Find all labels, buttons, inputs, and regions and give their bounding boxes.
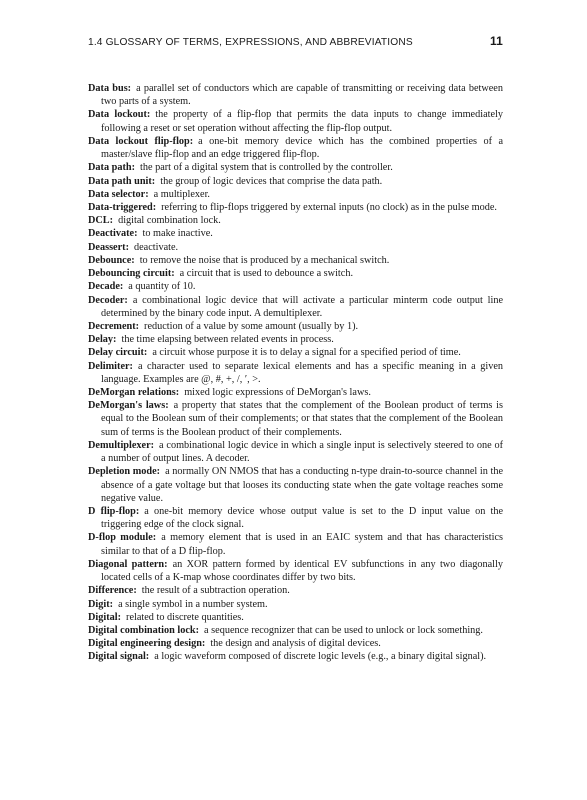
glossary-definition: a quantity of 10. bbox=[128, 281, 196, 293]
glossary-term: DeMorgan's laws: bbox=[88, 400, 169, 412]
glossary-definition: a combinational logic device in which a single input is selectively steered to one of a number of output lines. A decoder. bbox=[101, 439, 503, 465]
glossary-definition: a sequence recognizer that can be used to unlock or lock something. bbox=[204, 624, 483, 636]
glossary-term: DCL: bbox=[88, 215, 114, 227]
glossary-term: Decrement: bbox=[88, 320, 140, 332]
glossary-definition: reduction of a value by some amount (usually by 1). bbox=[144, 320, 359, 332]
glossary-definition: a circuit that is used to debounce a switch. bbox=[179, 268, 354, 280]
glossary-entry bbox=[88, 254, 503, 267]
glossary-term: Digital engineering design: bbox=[88, 638, 206, 650]
glossary-term: Digital signal: bbox=[88, 651, 150, 663]
glossary-entry bbox=[88, 505, 503, 531]
glossary-term: Data lockout flip-flop: bbox=[88, 135, 194, 147]
glossary-term: Delay circuit: bbox=[88, 347, 148, 359]
glossary-definition: the design and analysis of digital devices. bbox=[210, 638, 381, 650]
glossary-definition: the property of a flip-flop that permits the data inputs to change immediately following a reset or set operation without affecting the flip-flop output. bbox=[101, 109, 503, 134]
glossary-term: Digital: bbox=[88, 611, 122, 623]
glossary-definition: an XOR pattern formed by identical EV subfunctions in any two diagonally located cells of a K-map whose coordinates differ by two bits. bbox=[101, 558, 503, 584]
glossary-entry bbox=[88, 175, 503, 188]
glossary-term: Decade: bbox=[88, 281, 124, 293]
glossary-term: Digital combination lock: bbox=[88, 624, 200, 636]
glossary-entry bbox=[88, 320, 503, 333]
glossary-definition: a character used to separate lexical elements and has a specific meaning in a given language. Examples are @, #, +, /, ′, >. bbox=[101, 360, 503, 385]
glossary-entry bbox=[88, 135, 503, 161]
glossary-definition: a single symbol in a number system. bbox=[118, 598, 268, 610]
glossary-definition: a combinational logic device that will activate a particular minterm code output line determined by the binary code input. A demultiplexer. bbox=[101, 294, 503, 319]
glossary-entry bbox=[88, 531, 503, 557]
glossary-definition: the group of logic devices that comprise the data path. bbox=[160, 175, 383, 187]
glossary-entry bbox=[88, 227, 503, 240]
glossary-definition: a memory element that is used in an EAIC system and that has characteristics similar to that of a D flip-flop. bbox=[101, 532, 503, 557]
glossary-definition: a multiplexer. bbox=[153, 188, 210, 200]
glossary-term: Diagonal pattern: bbox=[88, 558, 168, 570]
glossary-entry bbox=[88, 637, 503, 650]
glossary-entry bbox=[88, 624, 503, 637]
glossary-definition: the time elapsing between related events in process. bbox=[121, 334, 334, 346]
glossary-entry bbox=[88, 214, 503, 227]
glossary-entry bbox=[88, 280, 503, 293]
glossary-entry bbox=[88, 386, 503, 399]
glossary-term: Demultiplexer: bbox=[88, 439, 155, 451]
glossary-term: Data lockout: bbox=[88, 109, 151, 121]
glossary-term: Decoder: bbox=[88, 294, 128, 306]
page-number: 11 bbox=[490, 34, 503, 48]
glossary-term: Difference: bbox=[88, 585, 137, 597]
glossary-term: Data path unit: bbox=[88, 175, 156, 187]
glossary-term: Digit: bbox=[88, 598, 114, 610]
glossary-term: Delay: bbox=[88, 334, 117, 346]
glossary-term: D-flop module: bbox=[88, 532, 157, 544]
glossary-term: Deactivate: bbox=[88, 228, 138, 240]
glossary-entry bbox=[88, 346, 503, 359]
glossary-definition: to make inactive. bbox=[142, 228, 213, 240]
glossary-definition: a one-bit memory device which has the combined properties of a master/slave flip-flop and an edge triggered flip-flop. bbox=[101, 135, 503, 161]
glossary-term: D flip-flop: bbox=[88, 506, 140, 517]
glossary-definition: a logic waveform composed of discrete logic levels (e.g., a binary digital signal). bbox=[154, 651, 487, 663]
glossary-term: DeMorgan relations: bbox=[88, 387, 180, 399]
glossary-entry bbox=[88, 241, 503, 254]
glossary-entry bbox=[88, 201, 503, 214]
glossary-definition: mixed logic expressions of DeMorgan's laws. bbox=[184, 387, 371, 399]
glossary-entry bbox=[88, 294, 503, 320]
glossary-term: Debouncing circuit: bbox=[88, 268, 175, 280]
glossary-entry bbox=[88, 399, 503, 439]
glossary-definition: deactivate. bbox=[133, 241, 179, 253]
glossary-entry bbox=[88, 161, 503, 174]
glossary-entry bbox=[88, 360, 503, 386]
glossary-entry bbox=[88, 598, 503, 611]
glossary-list bbox=[88, 82, 503, 664]
glossary-term: Data path: bbox=[88, 162, 135, 174]
glossary-term: Deassert: bbox=[88, 241, 129, 253]
glossary-definition: a property that states that the complement of the Boolean product of terms is equal to the Boolean sum of their complements; or that states that the complement of the Boolean sum of terms is the Boolean product of their complements. bbox=[101, 400, 503, 438]
glossary-term: Data bus: bbox=[88, 83, 132, 94]
glossary-entry bbox=[88, 333, 503, 346]
glossary-term: Delimiter: bbox=[88, 360, 133, 372]
glossary-entry bbox=[88, 611, 503, 624]
section-title: 1.4 GLOSSARY OF TERMS, EXPRESSIONS, AND ABBREVIATIONS bbox=[88, 37, 413, 48]
glossary-definition: the result of a subtraction operation. bbox=[141, 585, 290, 597]
glossary-definition: to remove the noise that is produced by a mechanical switch. bbox=[139, 254, 390, 266]
glossary-entry bbox=[88, 558, 503, 584]
glossary-definition: a one-bit memory device whose output value is set to the D input value on the triggering edge of the clock signal. bbox=[101, 506, 504, 531]
glossary-definition: digital combination lock. bbox=[118, 215, 221, 227]
glossary-entry bbox=[88, 465, 503, 505]
glossary-definition: a normally ON NMOS that has a conducting n-type drain-to-source channel in the absence of a gate voltage but that looses its conducting state when the gate voltage reaches some negative value. bbox=[101, 466, 503, 504]
glossary-term: Debounce: bbox=[88, 254, 135, 266]
glossary-entry bbox=[88, 188, 503, 201]
glossary-definition: the part of a digital system that is controlled by the controller. bbox=[139, 162, 393, 174]
running-header bbox=[88, 34, 503, 50]
glossary-term: Depletion mode: bbox=[88, 466, 161, 478]
glossary-entry bbox=[88, 267, 503, 280]
glossary-entry bbox=[88, 108, 503, 134]
glossary-definition: referring to flip-flops triggered by external inputs (no clock) as in the pulse mode. bbox=[161, 201, 497, 213]
glossary-definition: a parallel set of conductors which are capable of transmitting or receiving data between two parts of a system. bbox=[101, 83, 503, 108]
glossary-definition: a circuit whose purpose it is to delay a signal for a specified period of time. bbox=[152, 347, 461, 359]
glossary-entry bbox=[88, 650, 503, 663]
glossary-entry bbox=[88, 584, 503, 597]
glossary-entry bbox=[88, 82, 503, 108]
glossary-entry bbox=[88, 439, 503, 465]
glossary-definition: related to discrete quantities. bbox=[126, 611, 244, 623]
glossary-term: Data selector: bbox=[88, 188, 149, 200]
glossary-term: Data-triggered: bbox=[88, 201, 157, 213]
